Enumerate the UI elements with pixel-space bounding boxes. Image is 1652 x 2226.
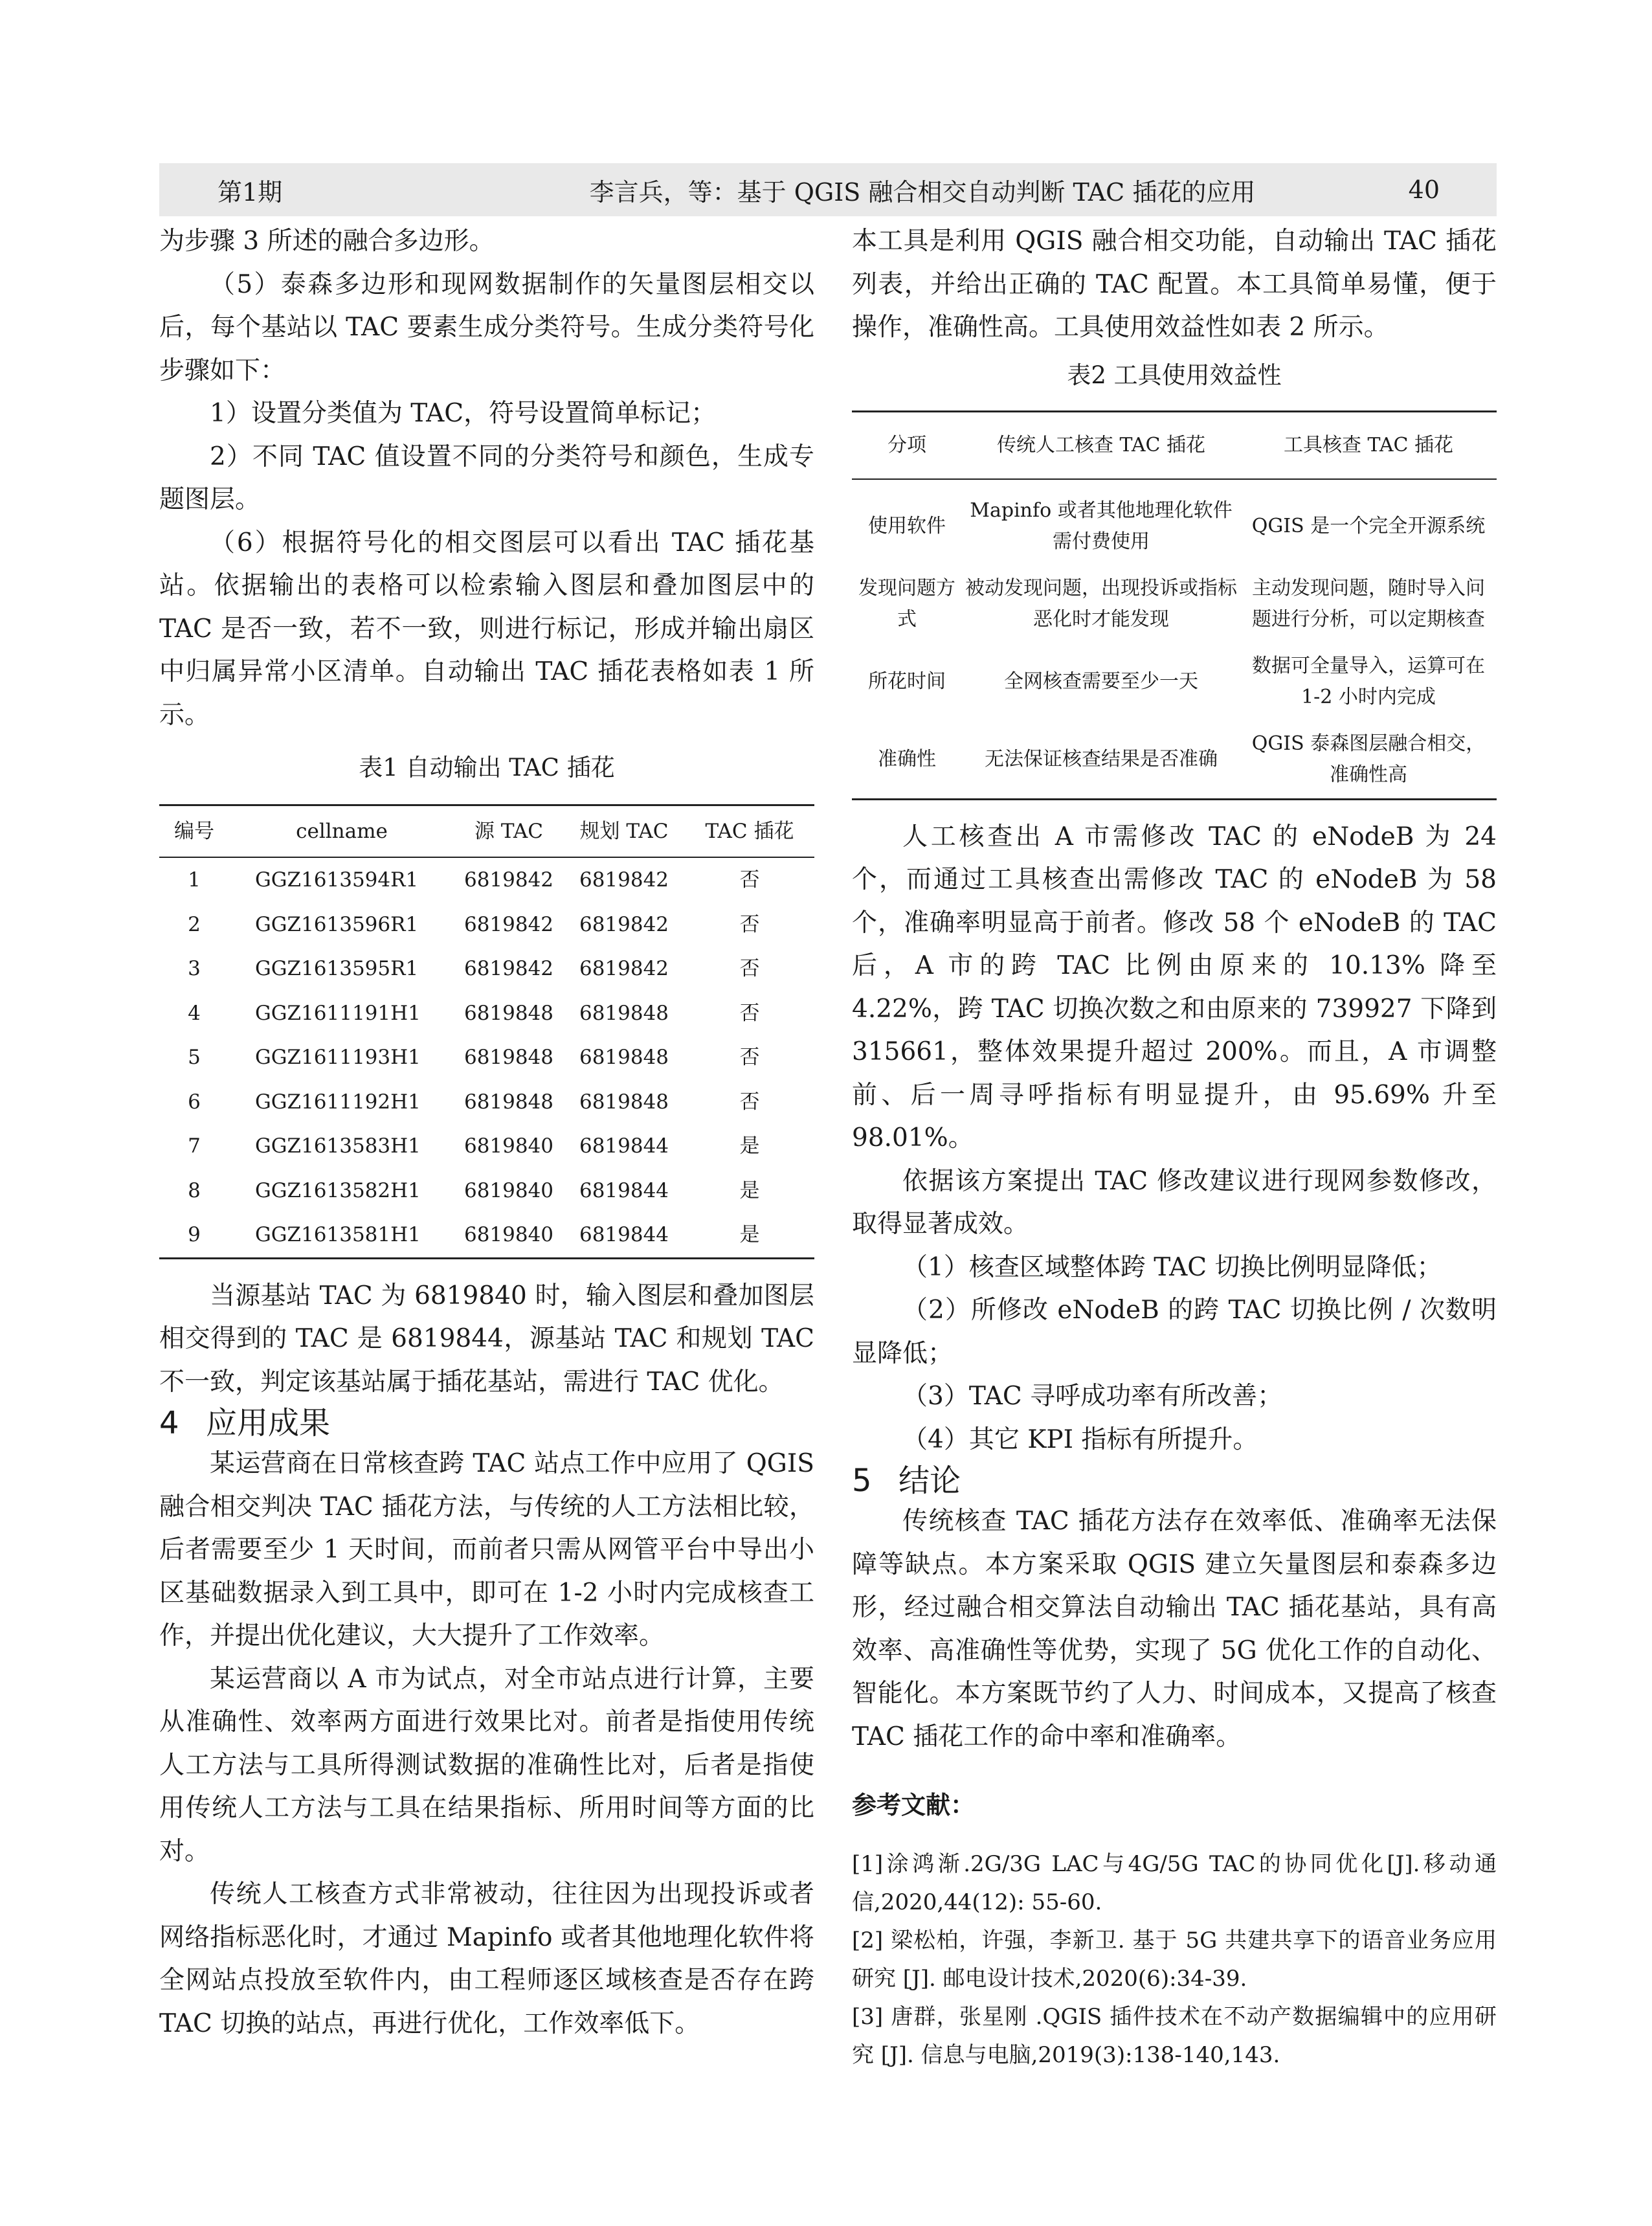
table-cell: 是 (739, 1134, 760, 1158)
table-cell: GGZ1613582H1 (255, 1178, 421, 1202)
section-heading-4 (159, 1404, 814, 1443)
table-cell: 6819848 (579, 1046, 669, 1069)
table-cell: 使用软件 (868, 514, 946, 537)
running-header (159, 163, 1497, 216)
paragraph: 人工核查出 A 市需修改 TAC 的 eNodeB 为 24 个，而通过工具核查出需修改 TAC 的 eNodeB 为 58 个，准确率明显高于前者。修改 58 个 eNodeB 的 TAC 后，A 市的跨 TAC 比例由原来的 10.13% 降至 4.22%，跨 TAC 切换次数之和由原来的 739927 下降到 315661，整体效果提升超过 200%。而且，A 市调整前、后一周寻呼指标有明显提升，由 95.69% 升至 98.01%。 (852, 822, 1497, 1152)
list-item: （1）核查区域整体跨 TAC 切换比例明显降低； (902, 1252, 1442, 1282)
table-row (159, 1080, 814, 1125)
paragraph: 某运营商以 A 市为试点，对全市站点进行计算，主要从准确性、效率两方面进行效果比对。前者是指使用传统人工方法与工具所得测试数据的准确性比对，后者是指使用传统人工方法与工具在结果指标、所用时间等方面的比对。 (159, 1664, 814, 1866)
table-cell: 6819842 (579, 868, 669, 892)
table-cell: GGZ1613596R1 (255, 912, 419, 936)
table-cell: GGZ1613583H1 (255, 1134, 421, 1158)
table-cell: 6819842 (463, 957, 554, 980)
table-cell: 6819844 (579, 1223, 669, 1246)
table-row (159, 903, 814, 947)
list-item: （2）所修改 eNodeB 的跨 TAC 切换比例 / 次数明显降低； (852, 1296, 1497, 1368)
table-row (159, 1035, 814, 1080)
table-cell: 6819842 (579, 957, 669, 980)
table-row (852, 479, 1497, 565)
paragraph-step6: （6）根据符号化的相交图层可以看出 TAC 插花基站。依据输出的表格可以检索输入图层和叠加图层中的 TAC 是否一致，若不一致，则进行标记，形成并输出扇区中归属异常小区清单。自动输出 TAC 插花表格如表 1 所示。 (159, 528, 814, 730)
table-cell: GGZ1611193H1 (255, 1046, 421, 1069)
table-cell: 1 (188, 868, 201, 892)
paragraph-continued: 为步骤 3 所述的融合多边形。 (159, 227, 495, 256)
table-cell: QGIS 泰森图层融合相交，准确性高 (1251, 732, 1486, 786)
table2 (852, 410, 1497, 800)
table2-header: 工具核查 TAC 插花 (1240, 411, 1497, 479)
table1-header: 编号 (159, 805, 229, 858)
table2-header-row (852, 411, 1497, 479)
table2-caption: 表2 工具使用效益性 (1067, 361, 1282, 389)
table-cell: 6819844 (579, 1178, 669, 1202)
paragraph: 依据该方案提出 TAC 修改建议进行现网参数修改，取得显著成效。 (852, 1166, 1497, 1239)
table-cell: 是 (739, 1178, 760, 1202)
paragraph: 传统人工核查方式非常被动，往往因为出现投诉或者网络指标恶化时，才通过 Mapinfo 或者其他地理化软件将全网站点投放至软件内，由工程师逐区域核查是否存在跨 TAC 切换的站点，再进行优化，工作效率低下。 (159, 1880, 814, 2038)
table-cell: GGZ1613595R1 (255, 957, 419, 980)
table-cell: 6819842 (463, 868, 554, 892)
left-column (159, 220, 814, 2045)
table1-header: 源 TAC (454, 805, 563, 858)
page-number: 40 (1408, 175, 1440, 204)
table2-header: 分项 (852, 411, 962, 479)
table-row (852, 721, 1497, 800)
table-row (159, 991, 814, 1036)
table-row (159, 1169, 814, 1213)
table-cell: 所花时间 (868, 669, 946, 693)
list-item: （3）TAC 寻呼成功率有所改善； (902, 1382, 1283, 1411)
table1-header: 规划 TAC (563, 805, 685, 858)
references-list (852, 1845, 1497, 2074)
table-cell: 6819842 (579, 912, 669, 936)
list-item: （4）其它 KPI 指标有所提升。 (902, 1424, 1258, 1454)
table-cell: 8 (188, 1178, 201, 1202)
table-cell: 6819848 (463, 1046, 554, 1069)
paragraph: 某运营商在日常核查跨 TAC 站点工作中应用了 QGIS 融合相交判决 TAC 插花方法，与传统的人工方法相比较，后者需要至少 1 天时间，而前者只需从网管平台中导出小区基础数据录入到工具中，即可在 1-2 小时内完成核查工作，并提出优化建议，大大提升了工作效率。 (159, 1449, 814, 1650)
table-cell: GGZ1613581H1 (255, 1223, 421, 1246)
table2-header: 传统人工核查 TAC 插花 (962, 411, 1240, 479)
table-cell: 6819842 (463, 912, 554, 936)
table-cell: GGZ1611191H1 (255, 1001, 421, 1025)
table-cell: 否 (739, 912, 760, 936)
table-cell: 6819848 (463, 1001, 554, 1025)
references-heading: 参考文献： (852, 1791, 976, 1819)
section-title: 应用成果 (206, 1405, 331, 1441)
paragraph-continued: 本工具是利用 QGIS 融合相交功能，自动输出 TAC 插花列表，并给出正确的 TAC 配置。本工具简单易懂，便于操作，准确性高。工具使用效益性如表 2 所示。 (852, 227, 1497, 342)
table1 (159, 804, 814, 1259)
paragraph-after-table1: 当源基站 TAC 为 6819840 时，输入图层和叠加图层相交得到的 TAC 是 6819844，源基站 TAC 和规划 TAC 不一致，判定该基站属于插花基站，需进行 TAC 优化。 (159, 1281, 814, 1397)
table-cell: 否 (739, 1001, 760, 1025)
table-row (159, 857, 814, 903)
table-row (159, 1213, 814, 1258)
table-row (159, 947, 814, 991)
table-cell: GGZ1611192H1 (255, 1090, 421, 1114)
table1-header-row (159, 805, 814, 858)
table-cell: 发现问题方式 (858, 576, 955, 631)
table-cell: Mapinfo 或者其他地理化软件需付费使用 (970, 499, 1233, 553)
table-cell: 4 (188, 1001, 201, 1025)
table-cell: 6819848 (579, 1090, 669, 1114)
table-cell: 是 (739, 1223, 760, 1246)
table-cell: 7 (188, 1134, 201, 1158)
table-cell: QGIS 是一个完全开源系统 (1251, 514, 1486, 537)
table-cell: 准确性 (878, 747, 936, 770)
running-title: 李言兵，等：基于 QGIS 融合相交自动判断 TAC 插花的应用 (589, 177, 1256, 207)
table-cell: 被动发现问题，出现投诉或指标恶化时才能发现 (965, 576, 1237, 631)
table-cell: 否 (739, 957, 760, 980)
table1-header: cellname (229, 805, 454, 858)
table-cell: 否 (739, 1090, 760, 1114)
section-title: 结论 (899, 1463, 961, 1499)
table-row (852, 643, 1497, 721)
table-cell: 6819840 (463, 1223, 554, 1246)
reference-item: [2] 梁松柏，许强，李新卫. 基于 5G 共建共享下的语音业务应用研究 [J]. 邮电设计技术,2020(6):34-39. (852, 1928, 1497, 1992)
table-cell: 全网核查需要至少一天 (1004, 669, 1198, 693)
table-cell: 6819848 (579, 1001, 669, 1025)
table-cell: 6819844 (579, 1134, 669, 1158)
section-heading-5 (852, 1461, 1497, 1500)
table-cell: 2 (188, 912, 201, 936)
paragraph-step5: （5）泰森多边形和现网数据制作的矢量图层相交以后，每个基站以 TAC 要素生成分类符号。生成分类符号化步骤如下： (159, 269, 814, 385)
substep-2: 2）不同 TAC 值设置不同的分类符号和颜色，生成专题图层。 (159, 442, 814, 514)
table-cell: 6819840 (463, 1134, 554, 1158)
table-cell: GGZ1613594R1 (255, 868, 419, 892)
paragraph-conclusion: 传统核查 TAC 插花方法存在效率低、准确率无法保障等缺点。本方案采取 QGIS 建立矢量图层和泰森多边形，经过融合相交算法自动输出 TAC 插花基站，具有高效率、高准确性等优势，实现了 5G 优化工作的自动化、智能化。本方案既节约了人力、时间成本，又提高了核查 TAC 插花工作的命中率和准确率。 (852, 1507, 1497, 1751)
table-cell: 否 (739, 1046, 760, 1069)
table-row (159, 1124, 814, 1169)
table1-header: TAC 插花 (685, 805, 814, 858)
table-cell: 否 (739, 868, 760, 892)
table-cell: 无法保证核查结果是否准确 (985, 747, 1218, 770)
table-cell: 6 (188, 1090, 201, 1114)
table-cell: 6819840 (463, 1178, 554, 1202)
table-cell: 主动发现问题，随时导入问题进行分析，可以定期核查 (1252, 576, 1485, 631)
table-cell: 3 (188, 957, 201, 980)
right-column (852, 220, 1497, 2074)
reference-item: [1]涂鸿渐.2G/3G LAC与4G/5G TAC的协同优化[J].移动通信,2020,44(12): 55-60. (852, 1851, 1497, 1915)
table-cell: 6819848 (463, 1090, 554, 1114)
issue-label: 第1期 (218, 177, 283, 207)
table-row (852, 565, 1497, 643)
table-cell: 9 (188, 1223, 201, 1246)
table-cell: 数据可全量导入，运算可在 1-2 小时内完成 (1252, 654, 1485, 708)
section-number: 4 (159, 1405, 179, 1441)
table-cell: 5 (188, 1046, 201, 1069)
section-number: 5 (852, 1463, 872, 1499)
substep-1: 1）设置分类值为 TAC，符号设置简单标记； (210, 399, 717, 428)
table1-caption: 表1 自动输出 TAC 插花 (359, 754, 615, 781)
reference-item: [3] 唐群，张星刚 .QGIS 插件技术在不动产数据编辑中的应用研究 [J]. 信息与电脑,2019(3):138-140,143. (852, 2004, 1497, 2068)
